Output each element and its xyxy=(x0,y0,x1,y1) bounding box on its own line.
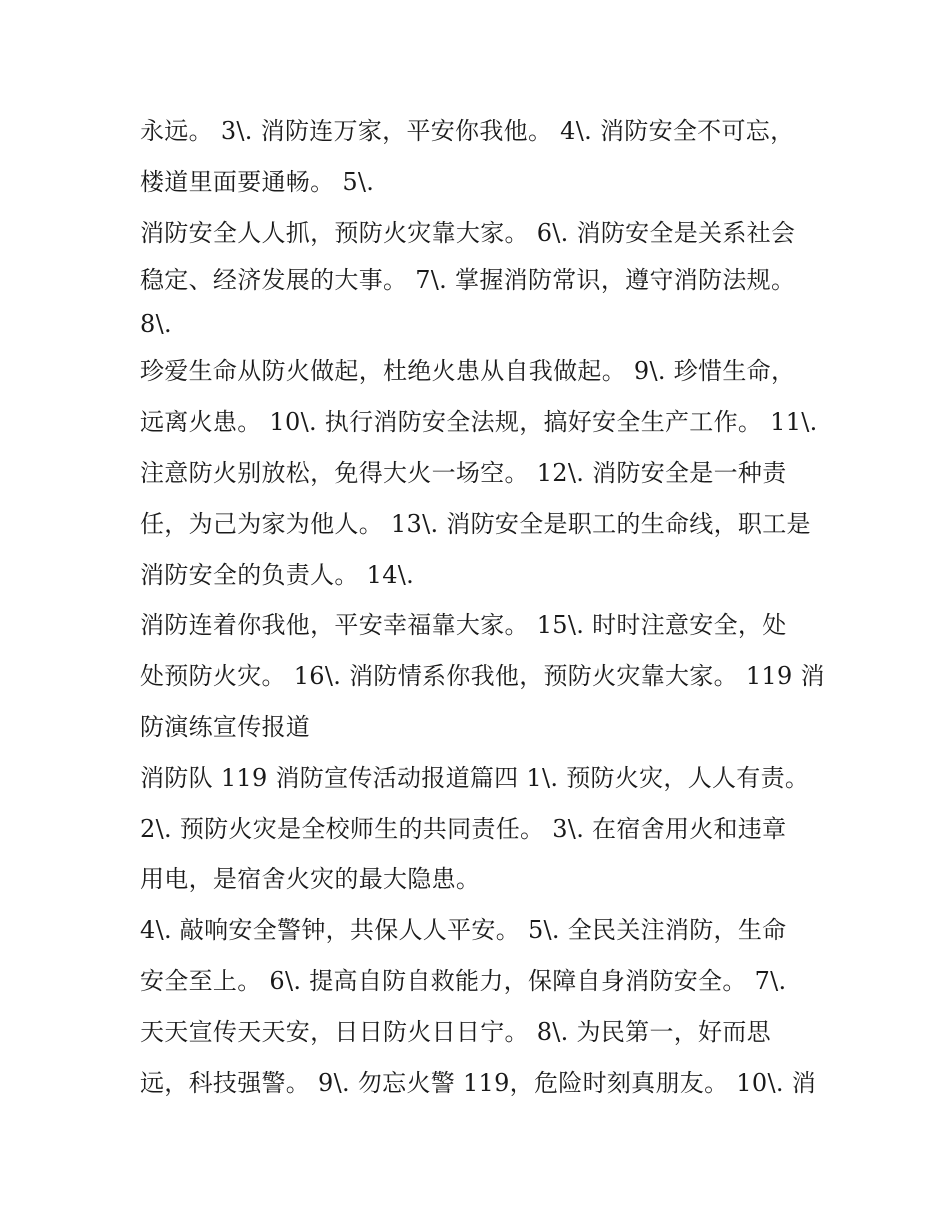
text-line-18: 安全至上。 6\. 提高自防自救能力，保障自身消防安全。 7\. xyxy=(140,966,787,995)
text-line-4: 稳定、经济发展的大事。 7\. 掌握消防常识，遵守消防法规。 xyxy=(140,266,796,295)
text-line-11: 消防连着你我他，平安幸福靠大家。 15\. 时时注意安全，处 xyxy=(140,611,787,640)
text-line-15: 2\. 预防火灾是全校师生的共同责任。 3\. 在宿舍用火和违章 xyxy=(140,814,787,843)
text-line-3: 消防安全人人抓，预防火灾靠大家。 6\. 消防安全是关系社会 xyxy=(140,218,796,247)
text-line-14: 消防队 119 消防宣传活动报道篇四 1\. 预防火灾，人人有责。 xyxy=(140,763,810,792)
text-line-2: 楼道里面要通畅。 5\. xyxy=(140,167,375,196)
text-line-7: 远离火患。 10\. 执行消防安全法规，搞好安全生产工作。 11\. xyxy=(140,408,818,437)
text-line-6: 珍爱生命从防火做起，杜绝火患从自我做起。 9\. 珍惜生命， xyxy=(140,357,796,386)
text-line-13: 防演练宣传报道 xyxy=(140,712,311,741)
text-line-1: 永远。 3\. 消防连万家，平安你我他。 4\. 消防安全不可忘， xyxy=(140,117,795,145)
text-line-5: 8\. xyxy=(140,310,172,339)
text-line-12: 处预防火灾。 16\. 消防情系你我他，预防火灾靠大家。 119 消 xyxy=(140,662,825,691)
text-line-8: 注意防火别放松，免得大火一场空。 12\. 消防安全是一种责 xyxy=(140,458,787,487)
text-line-16: 用电，是宿舍火灾的最大隐患。 xyxy=(140,865,481,894)
text-line-20: 远，科技强警。 9\. 勿忘火警 119，危险时刻真朋友。 10\. 消 xyxy=(140,1068,816,1097)
text-line-10: 消防安全的负责人。 14\. xyxy=(140,560,415,589)
text-line-9: 任，为己为家为他人。 13\. 消防安全是职工的生命线，职工是 xyxy=(140,509,811,538)
text-line-19: 天天宣传天天安，日日防火日日宁。 8\. 为民第一，好而思 xyxy=(140,1017,771,1046)
text-line-17: 4\. 敲响安全警钟，共保人人平安。 5\. 全民关注消防，生命 xyxy=(140,916,787,945)
body-text xyxy=(140,106,825,1108)
